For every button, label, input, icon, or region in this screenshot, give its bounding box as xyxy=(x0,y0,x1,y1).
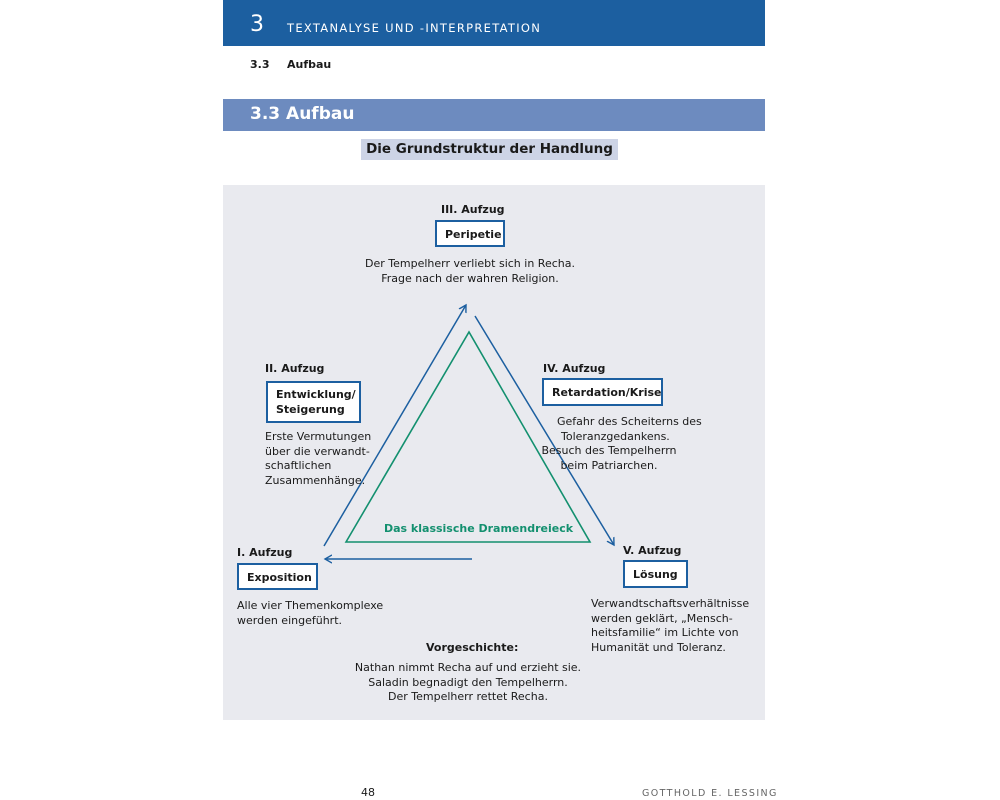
act-1-line: Alle vier Themenkomplexe xyxy=(237,599,384,612)
act-3-stage-box xyxy=(435,220,505,247)
act-2-stage-box xyxy=(266,381,361,423)
act-2-description xyxy=(265,430,371,488)
act-5-line: Verwandtschaftsverhältnisse xyxy=(591,597,750,610)
prehistory-line: Nathan nimmt Recha auf und erzieht sie. xyxy=(354,661,582,674)
rising-arrow xyxy=(324,305,466,546)
act-2-line: schaftlichen xyxy=(265,459,332,472)
act-5-line: werden geklärt, „Mensch- xyxy=(591,611,733,625)
running-head: GOTTHOLD E. LESSING xyxy=(642,788,778,799)
plot-structure-diagram xyxy=(223,185,765,720)
act-1-label: I. Aufzug xyxy=(237,546,293,559)
subsection-title: Aufbau xyxy=(287,58,332,71)
subsection-number: 3.3 xyxy=(250,58,270,71)
act-2-stage-line: Entwicklung/ xyxy=(276,388,356,401)
chapter-title: TEXTANALYSE UND -INTERPRETATION xyxy=(287,21,542,35)
prehistory-line: Saladin begnadigt den Tempelherrn. xyxy=(368,675,568,689)
act-3-line: Der Tempelherr verliebt sich in Recha. xyxy=(365,257,575,270)
act-1-line: werden eingeführt. xyxy=(237,613,343,627)
section-title: 3.3 Aufbau xyxy=(250,104,355,124)
prehistory-line: Der Tempelherr rettet Recha. xyxy=(388,690,548,703)
act-1-description xyxy=(237,599,383,628)
act-5-stage: Lösung xyxy=(633,568,678,581)
act-4-stage: Retardation/Krise xyxy=(552,386,662,399)
act-4-line: Besuch des Tempelherrn xyxy=(541,444,677,457)
act-1-stage-box xyxy=(237,563,318,590)
act-5-description xyxy=(591,597,749,655)
chapter-number: 3 xyxy=(250,12,264,37)
act-5-label: V. Aufzug xyxy=(623,544,682,557)
prehistory-description xyxy=(343,661,593,705)
act-3-label: III. Aufzug xyxy=(441,203,505,216)
act-4-line: beim Patriarchen. xyxy=(560,458,658,472)
act-2-line: über die verwandt- xyxy=(265,444,370,458)
act-2-stage-line: Steigerung xyxy=(276,403,345,416)
act-1-stage: Exposition xyxy=(247,571,312,584)
act-3-stage: Peripetie xyxy=(445,228,502,241)
act-2-line: Zusammenhänge. xyxy=(265,473,366,487)
act-5-line: heitsfamilie“ im Lichte von xyxy=(591,626,739,639)
act-5-stage-box xyxy=(623,560,688,588)
act-5-line: Humanität und Toleranz. xyxy=(591,640,726,654)
act-2-line: Erste Vermutungen xyxy=(265,430,372,443)
act-4-line: Gefahr des Scheiterns des xyxy=(557,415,702,428)
act-4-description xyxy=(539,415,702,473)
prehistory-title: Vorgeschichte: xyxy=(426,641,519,654)
act-2-label: II. Aufzug xyxy=(265,362,325,375)
triangle-label: Das klassische Dramendreieck xyxy=(384,522,574,535)
act-4-label: IV. Aufzug xyxy=(543,362,606,375)
act-4-line: Toleranzgedankens. xyxy=(561,429,670,443)
act-4-stage-box xyxy=(542,378,663,406)
figure-title: Die Grundstruktur der Handlung xyxy=(361,139,618,160)
act-3-description xyxy=(360,257,580,286)
act-3-line: Frage nach der wahren Religion. xyxy=(381,271,559,285)
page-number: 48 xyxy=(361,786,375,799)
